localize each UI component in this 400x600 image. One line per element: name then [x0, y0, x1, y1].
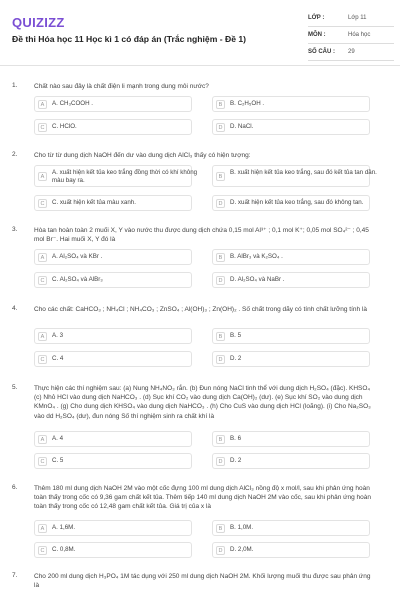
option-b[interactable] — [212, 520, 370, 536]
option-letter-d: D — [216, 546, 225, 555]
option-letter-d: D — [216, 276, 225, 285]
option-d[interactable] — [212, 119, 370, 135]
option-text: C. Al₂SO₄ và AlBr₃ — [52, 276, 103, 283]
question-text: Cho 200 ml dung dịch H₃PO₄ 1M tác dụng với 250 ml dung dịch NaOH 2M. Khối lượng muối thu được sau phản ứng là — [34, 573, 371, 590]
meta-row-count — [308, 44, 394, 61]
question-number: 5. — [12, 384, 18, 391]
option-text: D. 2 — [230, 457, 242, 464]
option-a[interactable] — [34, 431, 192, 447]
option-c[interactable] — [34, 351, 192, 367]
option-text: A. xuất hiện kết tủa keo trắng đồng thời có khí không màu bay ra. — [52, 169, 198, 184]
option-text: C. HClO. — [52, 123, 77, 130]
option-text: B. xuất hiện kết tủa keo trắng, sau đó kết tủa tan dần. — [230, 169, 377, 176]
option-text: B. 1,0M. — [230, 524, 254, 531]
meta-key: SỐ CÂU : — [308, 49, 335, 55]
meta-value: 29 — [348, 49, 355, 55]
option-b[interactable] — [212, 249, 370, 265]
option-text: D. 2,0M. — [230, 546, 254, 553]
option-text: D. Al₂SO₄ và NaBr . — [230, 276, 285, 283]
option-d[interactable] — [212, 351, 370, 367]
option-letter-c: C — [38, 546, 47, 555]
question-text: Hòa tan hoàn toàn 2 muối X, Y vào nước thu được dung dịch chứa 0,15 mol Al³⁺ ; 0,1 mol K⁺; 0,05 mol SO₄²⁻ ; 0,45 mol Br⁻. Hai muối X, Y đó là — [34, 227, 369, 244]
option-c[interactable] — [34, 272, 192, 288]
question-number: 7. — [12, 572, 18, 579]
option-text: B. 5 — [230, 332, 242, 339]
option-d[interactable] — [212, 195, 370, 211]
question-text: Thêm 180 ml dung dịch NaOH 2M vào một cốc đựng 100 ml dung dịch AlCl₃ nồng độ x mol/l, sau khi phản ứng hoàn toàn thấy trong cốc có 9,36 gam chất kết tủa. Thêm tiếp 140 ml dung dịch NaOH 2M vào cốc, sau khi phản ứng hoàn toàn thấy trong cốc có 12,48 gam chất kết tủa. Giá trị của x là — [34, 485, 372, 511]
worksheet-title: Đề thi Hóa học 11 Học kì 1 có đáp án (Trắc nghiệm - Đề 1) — [12, 34, 246, 44]
option-text: C. 0,8M. — [52, 546, 76, 553]
option-letter-b: B — [216, 332, 225, 341]
option-a[interactable] — [34, 328, 192, 344]
option-text: A. Al₂SO₄ và KBr . — [52, 253, 103, 260]
question-number: 3. — [12, 226, 18, 233]
worksheet-header — [0, 0, 400, 62]
question-text: Thực hiện các thí nghiệm sau: (a) Nung NH₄NO₃ rắn. (b) Đun nóng NaCl tinh thể với dung dịch H₂SO₄ (đặc). KHSO₄ (c) Nhỏ HCl vào dung dịch NaHCO₃ . (d) Sục khí CO₂ vào dung dịch Ca(OH)₂ (dư). (e) Sục khí SO₂ vào dung dịch KMnO₄ . (g) Cho dung dịch KHSO₄ vào dung dịch NaHCO₃ . (h) Cho CuS vào dung dịch HCl (loãng). (i) Cho Na₂SO₃ vào dd H₂SO₄ (dư), đun nóng Số thí nghiệm sinh ra chất khí là — [34, 385, 371, 420]
option-letter-c: C — [38, 276, 47, 285]
option-text: D. 2 — [230, 355, 242, 362]
option-text: A. CH₃COOH . — [52, 100, 94, 107]
option-text: A. 1,6M. — [52, 524, 76, 531]
option-b[interactable] — [212, 165, 377, 187]
option-letter-a: A — [38, 435, 47, 444]
option-text: D. xuất hiện kết tủa keo trắng, sau đó không tan. — [230, 199, 364, 206]
option-c[interactable] — [34, 195, 192, 211]
question-text: Cho từ từ dung dịch NaOH đến dư vào dung dịch AlCl₃ thấy có hiện tượng: — [34, 152, 251, 159]
option-text: A. 3 — [52, 332, 64, 339]
header-divider — [0, 65, 400, 66]
question-number: 2. — [12, 151, 18, 158]
option-letter-c: C — [38, 123, 47, 132]
meta-value: Hóa học — [348, 32, 371, 38]
option-letter-a: A — [38, 253, 47, 262]
meta-row-class — [308, 10, 394, 27]
option-text: D. NaCl. — [230, 123, 254, 130]
question-number: 4. — [12, 305, 18, 312]
option-letter-d: D — [216, 123, 225, 132]
option-letter-d: D — [216, 355, 225, 364]
option-d[interactable] — [212, 272, 370, 288]
option-a[interactable] — [34, 249, 192, 265]
option-c[interactable] — [34, 453, 192, 469]
option-letter-c: C — [38, 199, 47, 208]
option-letter-a: A — [38, 332, 47, 341]
option-b[interactable] — [212, 328, 370, 344]
option-letter-b: B — [216, 524, 225, 533]
quizizz-logo: QUIZIZZ — [12, 15, 65, 30]
option-letter-d: D — [216, 199, 225, 208]
option-d[interactable] — [212, 542, 370, 558]
option-letter-d: D — [216, 457, 225, 466]
option-c[interactable] — [34, 542, 192, 558]
meta-key: LỚP : — [308, 15, 325, 21]
option-letter-a: A — [38, 100, 47, 109]
meta-value: Lớp 11 — [348, 15, 367, 21]
meta-key: MÔN : — [308, 32, 326, 38]
question-text: Chất nào sau đây là chất điện li mạnh trong dung môi nước? — [34, 83, 209, 90]
option-d[interactable] — [212, 453, 370, 469]
option-text: B. C₂H₅OH . — [230, 100, 265, 107]
option-text: B. AlBr₃ và K₂SO₄ . — [230, 253, 283, 260]
option-letter-a: A — [38, 172, 47, 181]
question-number: 6. — [12, 484, 18, 491]
option-text: A. 4 — [52, 435, 64, 442]
option-letter-b: B — [216, 172, 225, 181]
option-letter-b: B — [216, 100, 225, 109]
meta-row-subject — [308, 27, 394, 44]
option-a[interactable] — [34, 165, 198, 187]
option-letter-c: C — [38, 457, 47, 466]
option-a[interactable] — [34, 520, 192, 536]
worksheet-meta — [308, 10, 394, 61]
option-b[interactable] — [212, 96, 370, 112]
option-a[interactable] — [34, 96, 192, 112]
option-letter-c: C — [38, 355, 47, 364]
option-text: B. 6 — [230, 435, 242, 442]
option-letter-a: A — [38, 524, 47, 533]
option-letter-b: B — [216, 253, 225, 262]
option-text: C. xuất hiện kết tủa màu xanh. — [52, 199, 136, 206]
option-b[interactable] — [212, 431, 370, 447]
option-text: C. 5 — [52, 457, 64, 464]
option-letter-b: B — [216, 435, 225, 444]
question-text: Cho các chất: CaHCO₃ ; NH₄Cl ; NH₄CO₃ ; ZnSO₄ ; Al(OH)₃ ; Zn(OH)₂ . Số chất trong dãy có tính chất lưỡng tính là — [34, 306, 368, 313]
option-text: C. 4 — [52, 355, 64, 362]
question-number: 1. — [12, 82, 18, 89]
option-c[interactable] — [34, 119, 192, 135]
